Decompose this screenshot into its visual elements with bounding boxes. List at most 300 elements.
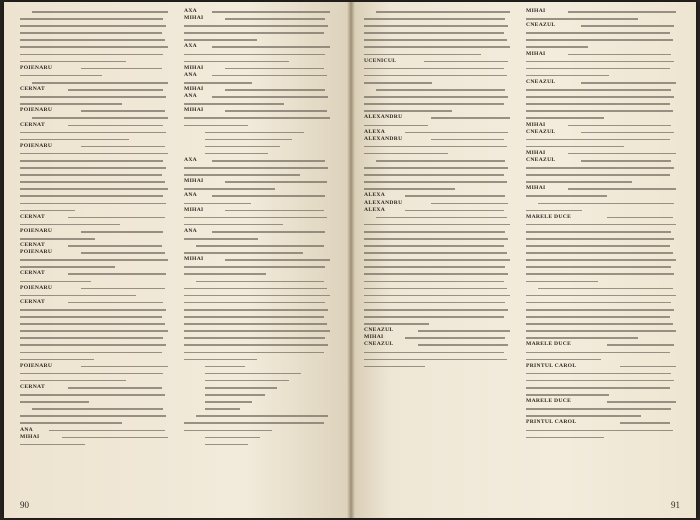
text-line (20, 18, 163, 20)
dialogue-line (526, 356, 682, 363)
text-line (205, 408, 240, 410)
dialogue-line (20, 263, 174, 270)
dialogue-line (526, 256, 682, 263)
stage-direction-line (526, 320, 682, 327)
dialogue-line (20, 207, 174, 214)
text-line (20, 444, 85, 446)
text-line (364, 359, 507, 361)
verse-line (184, 391, 336, 398)
stage-direction-line (184, 242, 336, 249)
text-line (184, 252, 303, 254)
text-line (526, 146, 624, 148)
stage-direction-line (364, 157, 516, 164)
text-line (20, 203, 166, 205)
verse-line (184, 377, 336, 384)
text-line (581, 25, 674, 27)
speaker-name: MIHAI (184, 15, 204, 22)
speaker-name: ANA (20, 426, 34, 433)
text-line (364, 68, 504, 70)
dialogue-line (20, 221, 174, 228)
text-line (184, 330, 330, 332)
text-line (184, 344, 328, 346)
text-line (20, 153, 168, 155)
stage-direction-line (184, 306, 336, 313)
dialogue-line (20, 434, 174, 441)
text-line (581, 132, 674, 134)
dialogue-line (20, 356, 174, 363)
text-line (376, 217, 507, 219)
dialogue-line (20, 143, 174, 150)
right-page (350, 2, 696, 518)
stage-direction-line (364, 22, 516, 29)
text-line (184, 217, 327, 219)
stage-direction-line (364, 107, 516, 114)
dialogue-line (526, 129, 682, 136)
dialogue-line (20, 391, 174, 398)
stage-direction-line (364, 263, 516, 270)
text-line (196, 415, 328, 417)
dialogue-line (526, 235, 682, 242)
dialogue-line (364, 341, 516, 348)
text-line (607, 401, 675, 403)
text-line (20, 323, 165, 325)
text-line (607, 217, 672, 219)
dialogue-line (526, 15, 682, 22)
stage-direction-line (526, 207, 682, 214)
text-line (526, 252, 673, 254)
text-line (20, 25, 166, 27)
dialogue-line (526, 122, 682, 129)
text-line (225, 181, 327, 183)
dialogue-line (526, 377, 682, 384)
stage-direction-line (364, 29, 516, 36)
dialogue-line (526, 36, 682, 43)
text-line (196, 281, 324, 283)
dialogue-line (20, 427, 174, 434)
text-line (205, 153, 267, 155)
text-line (20, 75, 102, 77)
dialogue-line (20, 306, 174, 313)
dialogue-line (184, 207, 336, 214)
stage-direction-line (20, 15, 174, 22)
dialogue-line (184, 228, 336, 235)
dialogue-line (20, 72, 174, 79)
dialogue-line (184, 79, 336, 86)
text-line (184, 302, 325, 304)
book-gutter (347, 2, 355, 518)
text-line (20, 352, 162, 354)
text-line (205, 401, 252, 403)
text-line (526, 231, 671, 233)
text-line (205, 444, 248, 446)
dialogue-line (184, 185, 336, 192)
text-line (20, 195, 163, 197)
speaker-name: POIENARU (20, 64, 53, 71)
dialogue-line (20, 214, 174, 221)
speaker-name: CERNAT (20, 298, 46, 305)
speaker-name: MIHAI (20, 433, 40, 440)
text-line (364, 153, 448, 155)
text-line (526, 195, 607, 197)
text-line (184, 103, 284, 105)
text-line (607, 344, 674, 346)
text-line (376, 11, 510, 13)
speaker-name: CERNAT (20, 121, 46, 128)
text-line (526, 103, 670, 105)
text-line (81, 366, 168, 368)
text-line (526, 89, 671, 91)
text-line (20, 224, 120, 226)
verse-line (184, 150, 336, 157)
stage-direction-line (526, 200, 682, 207)
text-line (581, 82, 676, 84)
text-line (364, 46, 510, 48)
stage-direction-line (184, 292, 336, 299)
stage-direction-line (364, 278, 516, 285)
dialogue-line (20, 235, 174, 242)
text-line (20, 181, 165, 183)
text-line (184, 288, 327, 290)
dialogue-line (20, 157, 174, 164)
text-line (526, 437, 604, 439)
text-line (431, 203, 509, 205)
dialogue-line (526, 419, 682, 426)
speaker-name: POIENARU (20, 362, 53, 369)
stage-direction-line (184, 427, 336, 434)
text-line (68, 302, 163, 304)
dialogue-line (364, 114, 516, 121)
text-line (184, 82, 252, 84)
text-line (526, 245, 670, 247)
dialogue-line (526, 58, 682, 65)
dialogue-line (184, 93, 336, 100)
left-page (4, 2, 350, 518)
text-line (526, 430, 673, 432)
text-line (20, 54, 163, 56)
dialogue-line (526, 228, 682, 235)
text-line (526, 380, 674, 382)
text-line (205, 366, 245, 368)
dialogue-line (526, 434, 682, 441)
text-line (184, 125, 248, 127)
text-line (568, 54, 671, 56)
text-line (184, 61, 289, 63)
text-line (184, 117, 330, 119)
text-line (364, 103, 504, 105)
text-line (68, 245, 162, 247)
text-line (225, 110, 327, 112)
dialogue-line (184, 192, 336, 199)
text-line (196, 245, 324, 247)
speaker-name: ALEXANDRU (364, 114, 403, 121)
speaker-name: ALEXA (364, 128, 386, 135)
text-line (62, 437, 168, 439)
speaker-name: MIHAI (526, 8, 546, 14)
stage-direction-line (526, 292, 682, 299)
dialogue-line (364, 65, 516, 72)
stage-direction-line (20, 412, 174, 419)
stage-direction-line (364, 93, 516, 100)
text-line (20, 32, 162, 34)
dialogue-line (184, 221, 336, 228)
dialogue-line (364, 129, 516, 136)
dialogue-line (526, 157, 682, 164)
speaker-name: AXA (184, 43, 198, 50)
text-line (364, 273, 508, 275)
text-line (431, 139, 504, 141)
stage-direction-line (526, 313, 682, 320)
stage-direction-line (364, 8, 516, 15)
speaker-name: CERNAT (20, 86, 46, 93)
text-line (81, 68, 162, 70)
stage-direction-line (20, 114, 174, 121)
dialogue-line (526, 221, 682, 228)
dialogue-line (364, 192, 516, 199)
speaker-name: CERNAT (20, 242, 46, 249)
dialogue-line (184, 263, 336, 270)
dialogue-line (526, 214, 682, 221)
text-line (526, 174, 670, 176)
text-line (81, 288, 165, 290)
dialogue-line (364, 136, 516, 143)
dialogue-line (364, 200, 516, 207)
text-line (20, 259, 168, 261)
dialogue-line (20, 256, 174, 263)
stage-direction-line (364, 292, 516, 299)
verse-line (184, 398, 336, 405)
text-line (568, 153, 676, 155)
text-line (526, 96, 674, 98)
verse-line (184, 370, 336, 377)
text-line (364, 231, 505, 233)
dialogue-line (364, 207, 516, 214)
dialogue-line (364, 349, 516, 356)
text-line (184, 266, 325, 268)
dialogue-line (184, 214, 336, 221)
text-line (526, 281, 598, 283)
text-line (184, 54, 325, 56)
stage-direction-line (364, 299, 516, 306)
dialogue-line (526, 412, 682, 419)
dialogue-line (526, 349, 682, 356)
verse-line (184, 405, 336, 412)
dialogue-line (184, 8, 336, 15)
text-line (20, 295, 136, 297)
text-line (364, 252, 507, 254)
text-line (184, 295, 330, 297)
text-line (418, 344, 509, 346)
stage-direction-line (184, 285, 336, 292)
text-line (205, 394, 264, 396)
text-line (20, 394, 165, 396)
stage-direction-line (364, 242, 516, 249)
dialogue-line (526, 398, 682, 405)
text-line (184, 238, 258, 240)
text-line (205, 132, 304, 134)
dialogue-line (20, 192, 174, 199)
text-line (32, 408, 163, 410)
text-line (364, 323, 429, 325)
text-line (364, 224, 510, 226)
left-page-column-1 (20, 8, 174, 448)
stage-direction-line (364, 249, 516, 256)
stage-direction-line (364, 36, 516, 43)
text-line (184, 316, 324, 318)
text-line (20, 330, 168, 332)
verse-line (184, 143, 336, 150)
dialogue-line (526, 249, 682, 256)
text-line (225, 259, 330, 261)
text-line (20, 316, 162, 318)
speaker-name: MARELE DUCE (526, 341, 572, 348)
text-line (81, 252, 165, 254)
text-line (364, 54, 481, 56)
dialogue-line (20, 363, 174, 370)
text-line (526, 238, 674, 240)
text-line (364, 302, 505, 304)
text-line (418, 330, 510, 332)
text-line (364, 18, 505, 20)
text-line (20, 132, 166, 134)
text-line (376, 160, 505, 162)
speaker-name: MIHAI (184, 256, 204, 263)
speaker-name: MIHAI (184, 107, 204, 114)
stage-direction-line (20, 22, 174, 29)
speaker-name: CNEAZUL (364, 341, 394, 348)
dialogue-line (184, 86, 336, 93)
text-line (225, 18, 325, 20)
dialogue-line (184, 235, 336, 242)
stage-direction-line (20, 8, 174, 15)
speaker-name: PRINTUL CAROL (526, 362, 577, 369)
text-line (526, 352, 670, 354)
verse-line (184, 129, 336, 136)
text-line (364, 366, 425, 368)
right-page-column-1 (364, 8, 516, 370)
dialogue-line (184, 200, 336, 207)
stage-direction-line (184, 412, 336, 419)
stage-direction-line (184, 334, 336, 341)
stage-direction-line (364, 171, 516, 178)
speaker-name: CERNAT (20, 213, 46, 220)
stage-direction-line (184, 278, 336, 285)
dialogue-line (364, 58, 516, 65)
speaker-name: PRINTUL CAROL (526, 419, 577, 426)
dialogue-line (526, 278, 682, 285)
speaker-name: POIENARU (20, 107, 53, 114)
dialogue-line (184, 178, 336, 185)
dialogue-line (526, 192, 682, 199)
dialogue-line (526, 29, 682, 36)
text-line (526, 32, 670, 34)
text-line (405, 132, 508, 134)
dialogue-line (184, 164, 336, 171)
text-line (205, 387, 276, 389)
speaker-name: POIENARU (20, 227, 53, 234)
dialogue-line (526, 263, 682, 270)
stage-direction-line (364, 164, 516, 171)
text-line (20, 96, 166, 98)
speaker-name: POIENARU (20, 284, 53, 291)
text-line (20, 401, 89, 403)
text-line (184, 422, 324, 424)
text-line (49, 430, 165, 432)
text-line (364, 32, 504, 34)
dialogue-line (184, 157, 336, 164)
dialogue-line (526, 270, 682, 277)
dialogue-line (184, 51, 336, 58)
stage-direction-line (20, 29, 174, 36)
text-line (526, 323, 673, 325)
text-line (20, 39, 165, 41)
stage-direction-line (20, 58, 174, 65)
dialogue-line (526, 427, 682, 434)
dialogue-line (20, 292, 174, 299)
text-line (364, 181, 507, 183)
dialogue-line (526, 72, 682, 79)
right-page-column-2 (526, 8, 682, 441)
stage-direction-line (184, 327, 336, 334)
text-line (32, 117, 168, 119)
text-line (184, 167, 328, 169)
text-line (184, 224, 283, 226)
text-line (526, 259, 676, 261)
text-line (405, 195, 505, 197)
dialogue-line (364, 122, 516, 129)
speaker-name: MIHAI (184, 206, 204, 213)
text-line (32, 11, 168, 13)
dialogue-line (20, 171, 174, 178)
dialogue-line (184, 256, 336, 263)
dialogue-line (364, 327, 516, 334)
dialogue-line (20, 200, 174, 207)
dialogue-line (526, 136, 682, 143)
dialogue-line (20, 334, 174, 341)
dialogue-line (526, 143, 682, 150)
text-line (364, 259, 510, 261)
dialogue-line (20, 299, 174, 306)
text-line (364, 75, 507, 77)
dialogue-line (20, 384, 174, 391)
speaker-name: AXA (184, 8, 198, 14)
stage-direction-line (364, 320, 516, 327)
dialogue-line (526, 93, 682, 100)
dialogue-line (20, 249, 174, 256)
text-line (225, 210, 324, 212)
text-line (364, 295, 510, 297)
dialogue-line (20, 285, 174, 292)
stage-direction-line (526, 299, 682, 306)
text-line (20, 61, 126, 63)
text-line (20, 344, 166, 346)
dialogue-line (526, 363, 682, 370)
text-line (20, 359, 94, 361)
text-line (20, 380, 126, 382)
stage-direction-line (526, 334, 682, 341)
dialogue-line (364, 79, 516, 86)
verse-line (184, 434, 336, 441)
text-line (20, 373, 163, 375)
dialogue-line (20, 270, 174, 277)
text-line (32, 82, 168, 84)
dialogue-line (20, 278, 174, 285)
stage-direction-line (526, 327, 682, 334)
text-line (68, 89, 163, 91)
dialogue-line (184, 270, 336, 277)
speaker-name: ALEXANDRU (364, 199, 403, 206)
text-line (376, 89, 505, 91)
text-line (20, 309, 166, 311)
